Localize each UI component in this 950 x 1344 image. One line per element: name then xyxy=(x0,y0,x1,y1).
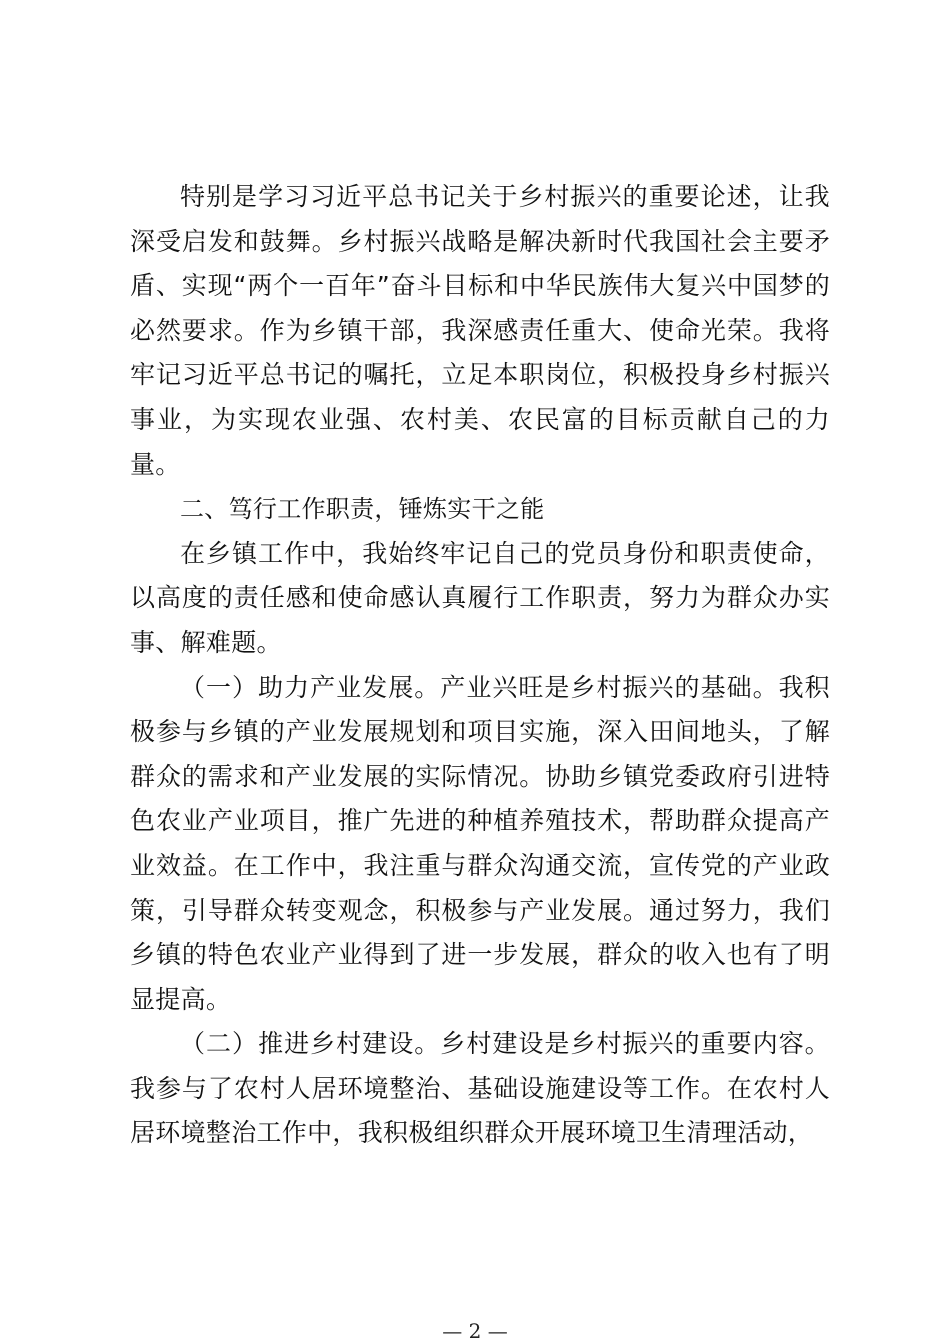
page-number: — 2 — xyxy=(442,1319,508,1343)
section-heading-duties: 二、笃行工作职责，锤炼实干之能 xyxy=(180,495,545,524)
document-body xyxy=(130,175,830,1156)
paragraph-industry-development: （一）助力产业发展。产业兴旺是乡村振兴的基础。我积极参与乡镇的产业发展规划和项目实施，深入田间地头，了解群众的需求和产业发展的实际情况。协助乡镇党委政府引进特色农业产业项目，推广先进的种植养殖技术，帮助群众提高产业效益。在工作中，我注重与群众沟通交流，宣传党的产业政策，引导群众转变观念，积极参与产业发展。通过努力，我们乡镇的特色农业产业得到了进一步发展，群众的收入也有了明显提高。 xyxy=(130,672,830,1014)
paragraph-rural-revitalization-study: 特别是学习习近平总书记关于乡村振兴的重要论述，让我深受启发和鼓舞。乡村振兴战略是解决新时代我国社会主要矛盾、实现“两个一百年”奋斗目标和中华民族伟大复兴中国梦的必然要求。作为乡镇干部，我深感责任重大、使命光荣。我将牢记习近平总书记的嘱托，立足本职岗位，积极投身乡村振兴事业，为实现农业强、农村美、农民富的目标贡献自己的力量。 xyxy=(130,182,830,479)
paragraph-rural-construction: （二）推进乡村建设。乡村建设是乡村振兴的重要内容。我参与了农村人居环境整治、基础设施建设等工作。在农村人居环境整治工作中，我积极组织群众开展环境卫生清理活动， xyxy=(130,1029,830,1148)
paragraph-township-work: 在乡镇工作中，我始终牢记自己的党员身份和职责使命，以高度的责任感和使命感认真履行工作职责，努力为群众办实事、解难题。 xyxy=(130,538,830,657)
